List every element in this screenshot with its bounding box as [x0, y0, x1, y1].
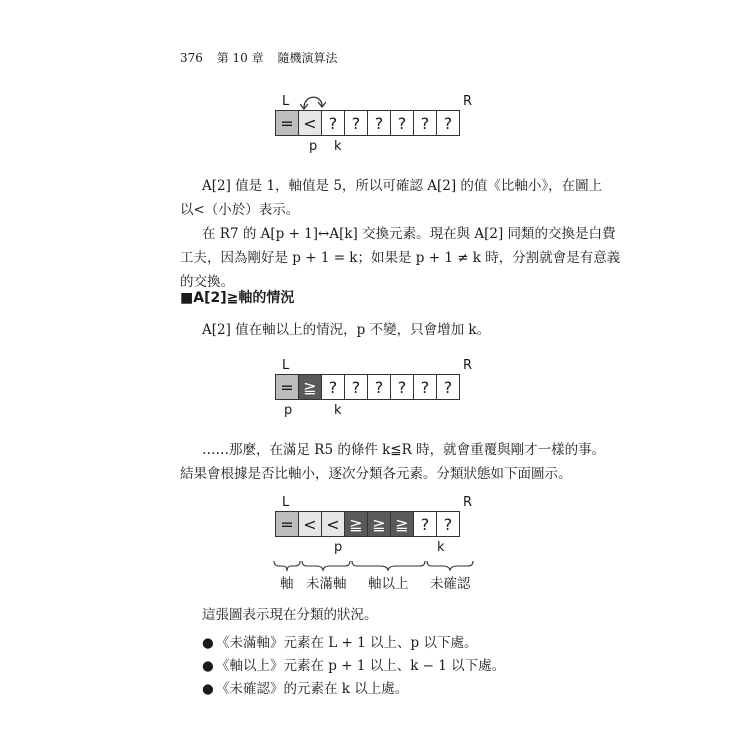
chapter-label: 第 10 章 — [216, 51, 264, 65]
figure-2-label-l: L — [282, 358, 290, 373]
array-cell: ? — [321, 374, 345, 400]
figure-3-label-r: R — [463, 495, 473, 510]
chapter-title: 隨機演算法 — [277, 51, 338, 65]
group-label-less: 未滿軸 — [306, 576, 347, 592]
array-cell: = — [275, 374, 299, 400]
paragraph-3-line-1: A[2] 值在軸以上的情況，p 不變，只會增加 k。 — [202, 322, 491, 338]
paragraph-2-line-3: 的交換。 — [180, 274, 234, 290]
array-cell: ? — [413, 511, 437, 537]
paragraph-2-line-2: 工夫，因為剛好是 p + 1 = k；如果是 p + 1 ≠ k 時，分割就會是有意義 — [180, 250, 621, 266]
bullet-dot-icon: ● — [202, 681, 214, 697]
figure-3-label-k: k — [437, 540, 445, 555]
bullet-dot-icon: ● — [202, 635, 214, 651]
section-heading: ■A[2]≧軸的情況 — [180, 290, 295, 306]
array-cell: < — [321, 511, 345, 537]
bullet-dot-icon: ● — [202, 658, 214, 674]
bullet-item: ● 《未確認》的元素在 k 以上處。 — [202, 678, 505, 701]
figure-2-array — [275, 374, 460, 400]
array-cell: ? — [413, 374, 437, 400]
array-cell: = — [275, 511, 299, 537]
array-cell: < — [298, 511, 322, 537]
array-cell: ≧ — [367, 511, 391, 537]
array-cell: ? — [344, 110, 368, 136]
figure-3-label-p: p — [334, 540, 343, 555]
array-cell: ≧ — [344, 511, 368, 537]
figure-2-label-r: R — [463, 358, 473, 373]
array-cell: ? — [390, 374, 414, 400]
paragraph-1-line-1: A[2] 值是 1，軸值是 5，所以可確認 A[2] 的值《比軸小》，在圖上 — [202, 178, 603, 194]
array-cell: < — [298, 110, 322, 136]
array-cell: ? — [344, 374, 368, 400]
figure-1-array — [275, 110, 460, 136]
array-cell: ? — [436, 110, 460, 136]
array-cell: ? — [367, 110, 391, 136]
paragraph-4-line-2: 結果會根據是否比軸小，逐次分類各元素。分類狀態如下面圖示。 — [180, 466, 572, 482]
page-number: 376 — [180, 51, 203, 65]
array-cell: ≧ — [390, 511, 414, 537]
figure-2-label-p: p — [284, 403, 293, 418]
group-label-pivot: 軸 — [280, 576, 294, 592]
bullet-list — [202, 632, 505, 701]
array-cell: ? — [413, 110, 437, 136]
group-braces — [270, 559, 480, 573]
figure-3-label-l: L — [282, 495, 290, 510]
array-cell: ? — [367, 374, 391, 400]
paragraph-4-line-1: ……那麼，在滿足 R5 的條件 k≦R 時，就會重覆與剛才一樣的事。 — [202, 442, 606, 458]
array-cell: ? — [436, 511, 460, 537]
paragraph-2-line-1: 在 R7 的 A[p + 1]↔A[k] 交換元素。現在與 A[2] 同類的交換是白費 — [202, 226, 616, 242]
figure-1-label-p: p — [309, 139, 318, 154]
array-cell: ≧ — [298, 374, 322, 400]
group-label-ge: 軸以上 — [368, 576, 409, 592]
swap-arrow-icon — [300, 90, 326, 110]
array-cell: ? — [436, 374, 460, 400]
paragraph-1-line-2: 以<（小於）表示。 — [180, 202, 300, 218]
bullet-item: ● 《未滿軸》元素在 L + 1 以上、p 以下處。 — [202, 632, 505, 655]
array-cell: ? — [321, 110, 345, 136]
figure-1-label-l: L — [282, 94, 290, 109]
figure-2-label-k: k — [334, 403, 342, 418]
array-cell: ? — [390, 110, 414, 136]
running-head — [180, 49, 347, 66]
figure-1-label-r: R — [463, 94, 473, 109]
paragraph-5-line-1: 這張圖表示現在分類的狀況。 — [202, 607, 378, 623]
group-label-unknown: 未確認 — [430, 576, 471, 592]
figure-3-array — [275, 511, 460, 537]
figure-1-label-k: k — [334, 139, 342, 154]
array-cell: = — [275, 110, 299, 136]
bullet-item: ● 《軸以上》元素在 p + 1 以上、k − 1 以下處。 — [202, 655, 505, 678]
